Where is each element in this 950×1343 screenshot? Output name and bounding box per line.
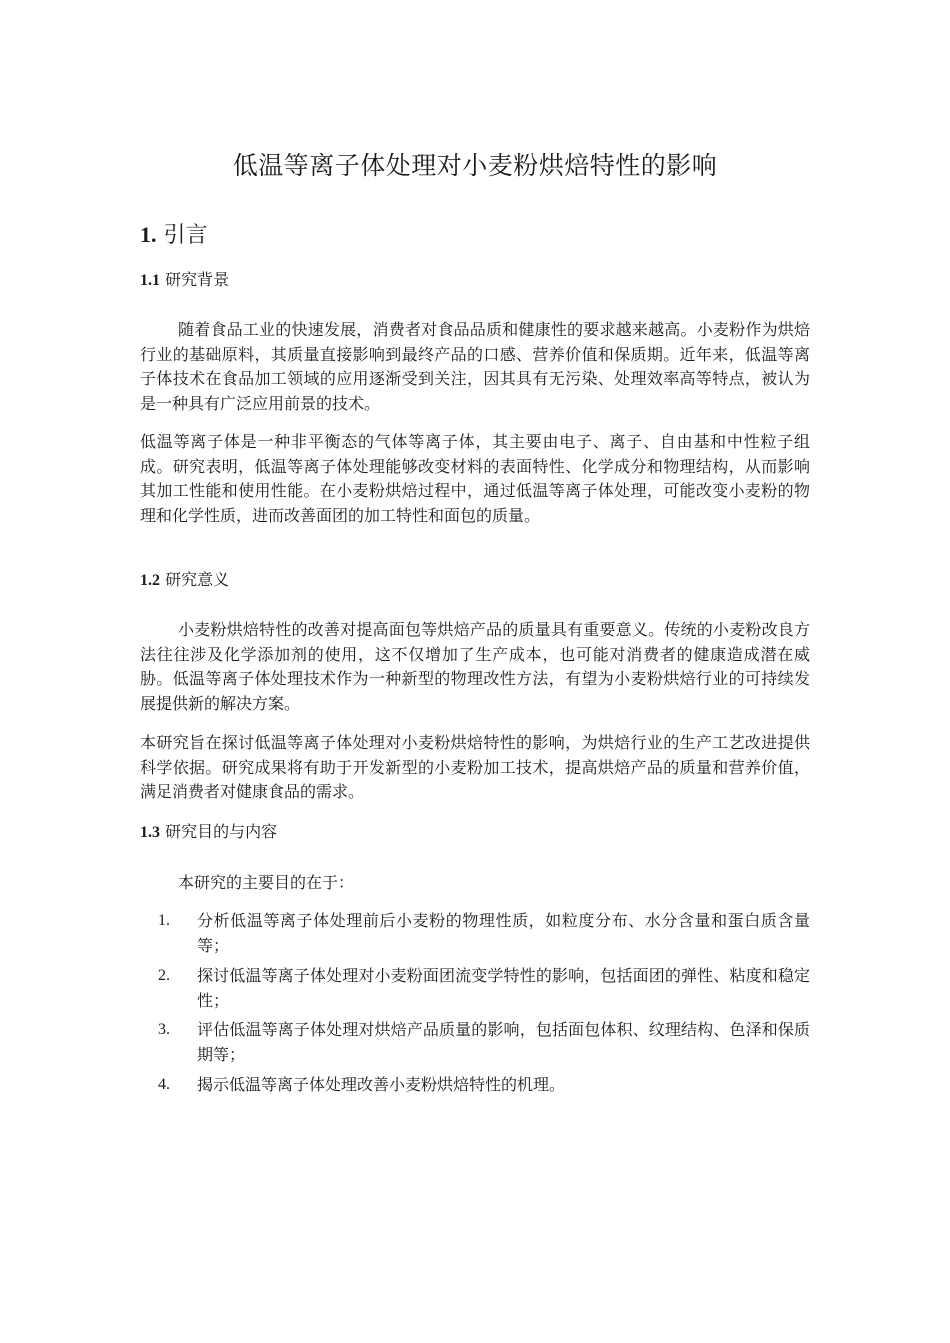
subsection-title: 研究意义 — [165, 570, 230, 589]
objectives-intro: 本研究的主要目的在于： — [178, 873, 355, 892]
subsection-number: 1.2 — [140, 572, 160, 589]
paragraph-significance-2: 本研究旨在探讨低温等离子体处理对小麦粉烘焙特性的影响，为烘焙行业的生产工艺改进提供科学依据。研究成果将有助于开发新型的小麦粉加工技术，提高烘焙产品的质量和营养价值，满足消费者对健康食品的需求。 — [140, 733, 810, 802]
subsection-title: 研究目的与内容 — [165, 822, 278, 841]
subsection-title: 研究背景 — [165, 270, 230, 289]
list-item-text: 分析低温等离子体处理前后小麦粉的物理性质，如粒度分布、水分含量和蛋白质含量等； — [197, 911, 810, 955]
paragraph-significance-1: 小麦粉烘焙特性的改善对提高面包等烘焙产品的质量具有重要意义。传统的小麦粉改良方法往往涉及化学添加剂的使用，这不仅增加了生产成本，也可能对消费者的健康造成潜在威胁。低温等离子体处理技术作为一种新型的物理改性方法，有望为小麦粉烘焙行业的可持续发展提供新的解决方案。 — [140, 620, 810, 713]
subsection-heading-objectives — [140, 820, 277, 845]
list-item-text: 揭示低温等离子体处理改善小麦粉烘焙特性的机理。 — [197, 1074, 566, 1094]
paragraph-background-2: 低温等离子体是一种非平衡态的气体等离子体，其主要由电子、离子、自由基和中性粒子组成。研究表明，低温等离子体处理能够改变材料的表面特性、化学成分和物理结构，从而影响其加工性能和使用性能。在小麦粉烘焙过程中，通过低温等离子体处理，可能改变小麦粉的物理和化学性质，进而改善面团的加工特性和面包的质量。 — [140, 432, 810, 525]
paragraph-background-1: 随着食品工业的快速发展，消费者对食品品质和健康性的要求越来越高。小麦粉作为烘焙行业的基础原料，其质量直接影响到最终产品的口感、营养价值和保质期。近年来，低温等离子体技术在食品加工领域的应用逐渐受到关注，因其具有无污染、处理效率高等特点，被认为是一种具有广泛应用前景的技术。 — [140, 320, 810, 413]
list-item — [140, 1072, 810, 1097]
list-item — [140, 963, 810, 1013]
list-item-text: 探讨低温等离子体处理对小麦粉面团流变学特性的影响，包括面团的弹性、粘度和稳定性； — [197, 965, 810, 1010]
list-item — [140, 908, 810, 958]
section-title: 引言 — [163, 223, 208, 248]
list-marker: 1. — [158, 912, 170, 929]
subsection-heading-background — [140, 268, 229, 293]
list-marker: 3. — [158, 1021, 170, 1038]
objectives-list — [140, 908, 810, 1101]
subsection-number: 1.1 — [140, 272, 160, 289]
section-heading-intro — [140, 219, 208, 252]
list-marker: 4. — [158, 1075, 170, 1093]
section-number: 1. — [140, 222, 157, 247]
list-item-text: 评估低温等离子体处理对烘焙产品质量的影响，包括面包体积、纹理结构、色泽和保质期等； — [197, 1020, 810, 1064]
list-marker: 2. — [158, 966, 170, 984]
list-item — [140, 1017, 810, 1067]
subsection-heading-significance — [140, 568, 229, 593]
subsection-number: 1.3 — [140, 824, 160, 841]
document-title: 低温等离子体处理对小麦粉烘焙特性的影响 — [232, 151, 718, 180]
